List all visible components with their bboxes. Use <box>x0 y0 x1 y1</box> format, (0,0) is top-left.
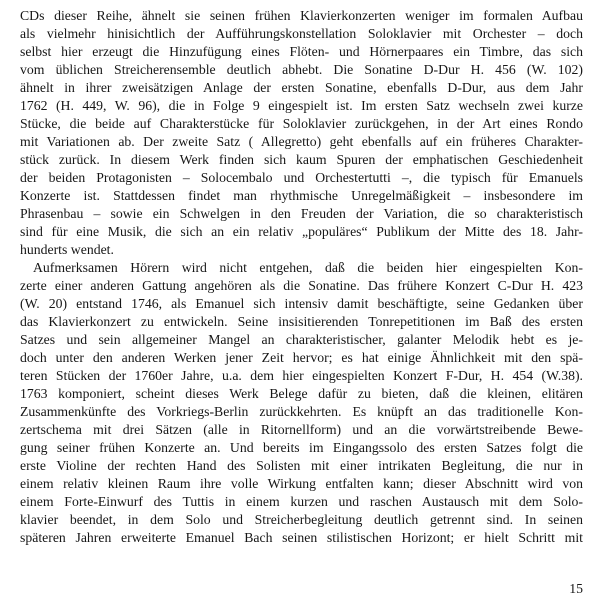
text-line: stück zurück. In diesem Werk finden sich kaum Spuren der emphatischen Geschiedenheit <box>20 152 583 167</box>
text-line: CDs dieser Reihe, ähnelt sie seinen frühen Klavierkonzerten weniger im formalen Aufbau <box>20 8 583 23</box>
text-line: gung seiner frühen Konzerte an. Und bereits im Eingangssolo des ersten Satzes folgt die <box>20 440 583 455</box>
text-line: zertschema mit drei Sätzen (alle in Ritornellform) und an die vorwärtstreibende Bewe- <box>20 422 583 437</box>
text-line: Stücke, die beide auf Charakterstücke für Soloklavier zurückgehen, in der Art eines Rondo <box>20 116 583 131</box>
text-line: einem relativ kleinen Raum ihre volle Wirkung entfalten kann; dieser Abschnitt wird von <box>20 476 583 491</box>
text-line: 1763 komponiert, scheint dieses Werk Belege dafür zu bieten, daß die kleinen, elitären <box>20 386 583 401</box>
text-line: teren Stücken der 1760er Jahre, u.a. dem hier eingespielten Konzert F-Dur, H. 454 (W.38). <box>20 368 583 383</box>
text-line: klavier beendet, in dem Solo und Streicherbegleitung deutlich getrennt sind. In seinen <box>20 512 583 527</box>
text-line: Phrasenbau – sowie ein Schwelgen in den Freuden der Variation, die so charakteristisch <box>20 206 583 221</box>
page-number: 15 <box>569 581 583 596</box>
text-line: vom üblichen Streicherensemble deutlich abhebt. Die Sonatine D-Dur H. 456 (W. 102) <box>20 62 583 77</box>
text-line: mit Variationen ab. Der zweite Satz ( Allegretto) geht ebenfalls auf ein früheres Charakter- <box>20 134 583 149</box>
text-line: Satzes und sein allgemeiner Mangel an charakteristischer, galanter Melodik hebt es je- <box>20 332 583 347</box>
text-line: späteren Jahren erweiterte Emanuel Bach seinen stilistischen Horizont; er hielt Schritt mit <box>20 530 583 545</box>
text-line: ähnelt in ihrer zweisätzigen Anlage der ersten Sonatine, ebenfalls D-Dur, aus dem Jahr <box>20 80 583 95</box>
text-line: als vielmehr hinisichtlich der Aufführungskonstellation Soloklavier mit Orchester – doch <box>20 26 583 41</box>
text-line: sind für eine Musik, die sich an ein relativ „populäres“ Publikum der Mitte des 18. Jahr- <box>20 224 583 239</box>
text-line: das Klavierkonzert zu entwickeln. Seine insisitierenden Tonrepetitionen im Baß des ersten <box>20 314 583 329</box>
text-line: Aufmerksamen Hörern wird nicht entgehen, daß die beiden hier eingespielten Kon- <box>33 260 583 275</box>
text-line: Konzerte ist. Stattdessen findet man rhythmische Unregelmäßigkeit – insbesondere im <box>20 188 583 203</box>
text-line: erste Violine der rechten Hand des Solisten mit einer intrikaten Begleitung, die nur in <box>20 458 583 473</box>
text-line: doch unter den anderen Werken jener Zeit hervor; es hat einige Ähnlichkeit mit den spä- <box>20 350 583 365</box>
text-line: einem Forte-Einwurf des Tuttis in einem kurzen und raschen Austausch mit dem Solo- <box>20 494 583 509</box>
text-line: 1762 (H. 449, W. 96), die in Folge 9 eingespielt ist. Im ersten Satz wechseln zwei kurze <box>20 98 583 113</box>
text-line: zerte einer anderen Gattung angehören als die Sonatine. Das frühere Konzert C-Dur H. 423 <box>20 278 583 293</box>
text-line: der beiden Protagonisten – Solocembalo und Orchestertutti –, die typisch für Emanuels <box>20 170 583 185</box>
text-line: (W. 20) entstand 1746, als Emanuel sich intensiv damit beschäftigte, seine Gedanken über <box>20 296 583 311</box>
text-line: Zusammenkünfte des Vorkriegs-Berlin zurückkehrten. Es knüpft an das traditionelle Kon- <box>20 404 583 419</box>
text-line: selbst hier erzeugt die Hinzufügung eines Flöten- und Hörnerpaares ein Timbre, das sich <box>20 44 583 59</box>
text-line: hunderts wendet. <box>20 242 114 257</box>
